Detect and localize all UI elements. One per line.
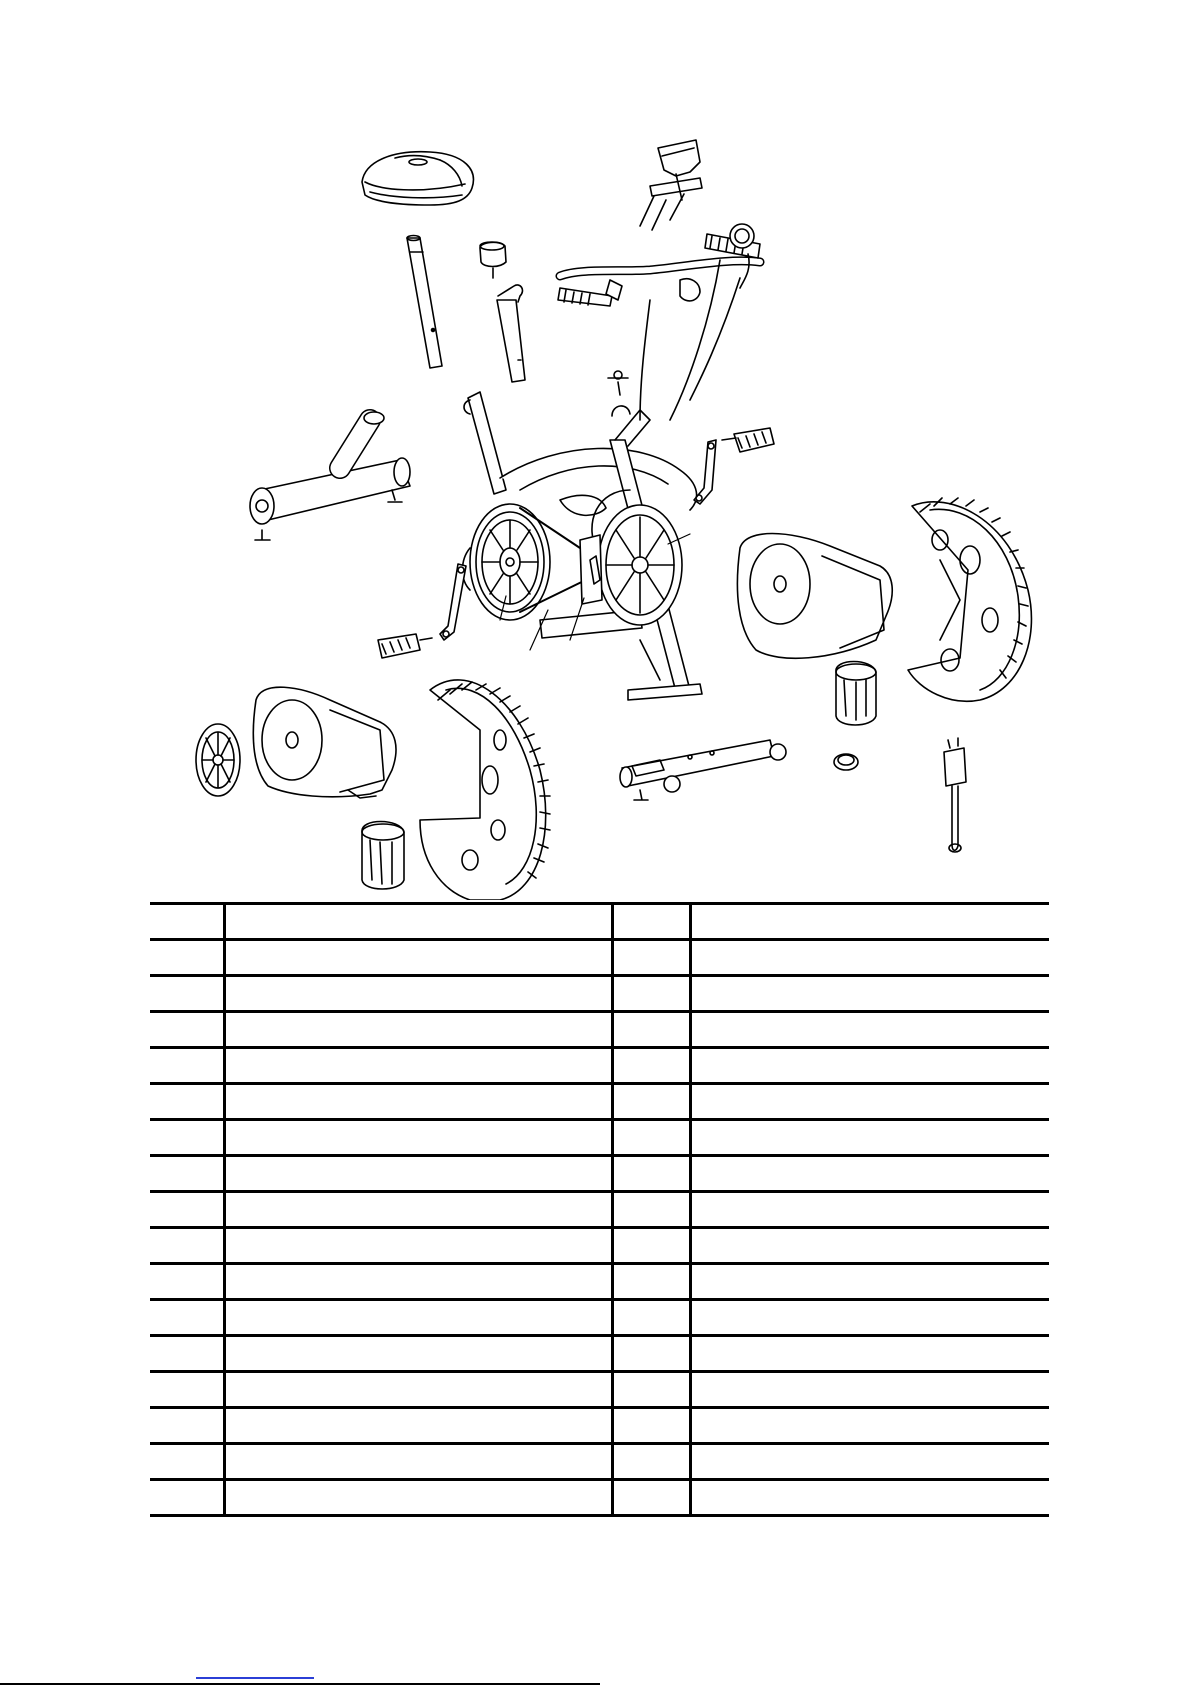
right-cover-part <box>737 534 892 659</box>
bushing-part <box>834 754 858 770</box>
part-description-cell <box>690 1084 1049 1120</box>
part-description-cell <box>224 1192 612 1228</box>
part-description-cell <box>224 1120 612 1156</box>
power-adapter-part <box>944 738 966 852</box>
table-row <box>150 1408 1049 1444</box>
part-description-cell <box>690 1372 1049 1408</box>
part-description-cell <box>690 1408 1049 1444</box>
table-row <box>150 1156 1049 1192</box>
part-number-cell <box>612 1444 690 1480</box>
part-number-cell <box>150 1012 224 1048</box>
seat-post-part <box>407 236 442 369</box>
table-row <box>150 1120 1049 1156</box>
table-row <box>150 1084 1049 1120</box>
part-description-cell <box>224 1048 612 1084</box>
part-number-cell <box>150 940 224 976</box>
part-number-cell <box>150 1480 224 1516</box>
part-description-cell <box>690 1048 1049 1084</box>
part-description-cell <box>690 1300 1049 1336</box>
part-description-cell <box>690 1264 1049 1300</box>
table-row <box>150 1192 1049 1228</box>
part-number-cell <box>150 1336 224 1372</box>
pedal-right-part <box>722 428 774 452</box>
part-number-cell <box>150 1300 224 1336</box>
table-row <box>150 1480 1049 1516</box>
part-number-cell <box>150 904 224 940</box>
parts-list-table <box>150 902 1049 1517</box>
part-description-cell <box>224 1444 612 1480</box>
part-description-cell <box>690 1156 1049 1192</box>
table-row <box>150 1444 1049 1480</box>
front-stabilizer-part <box>620 740 786 800</box>
table-row <box>150 1372 1049 1408</box>
part-number-cell <box>612 1480 690 1516</box>
part-description-cell <box>690 1012 1049 1048</box>
part-description-cell <box>690 1480 1049 1516</box>
part-number-cell <box>612 976 690 1012</box>
part-number-cell <box>150 1372 224 1408</box>
part-number-cell <box>612 904 690 940</box>
drive-pulley-part <box>463 504 551 620</box>
part-number-cell <box>150 1264 224 1300</box>
part-description-cell <box>224 1012 612 1048</box>
table-row <box>150 976 1049 1012</box>
part-description-cell <box>690 940 1049 976</box>
part-number-cell <box>612 1156 690 1192</box>
part-description-cell <box>224 1156 612 1192</box>
part-number-cell <box>612 1012 690 1048</box>
part-number-cell <box>612 1300 690 1336</box>
part-number-cell <box>150 976 224 1012</box>
table-row <box>150 904 1049 940</box>
part-number-cell <box>612 1192 690 1228</box>
pedal-left-part <box>378 634 432 658</box>
part-description-cell <box>224 1408 612 1444</box>
part-description-cell <box>690 1192 1049 1228</box>
end-cap-wheel-part <box>196 724 240 796</box>
part-description-cell <box>224 976 612 1012</box>
part-number-cell <box>612 1228 690 1264</box>
part-description-cell <box>224 1300 612 1336</box>
part-description-cell <box>690 1336 1049 1372</box>
table-row <box>150 1048 1049 1084</box>
part-description-cell <box>224 1336 612 1372</box>
right-fan-shroud-part <box>908 498 1031 701</box>
table-row <box>150 940 1049 976</box>
seat-clamp-part <box>480 242 525 382</box>
part-number-cell <box>150 1048 224 1084</box>
part-number-cell <box>150 1408 224 1444</box>
footer-link-underline <box>196 1677 314 1679</box>
part-number-cell <box>612 1408 690 1444</box>
part-description-cell <box>224 1264 612 1300</box>
part-number-cell <box>612 1120 690 1156</box>
part-description-cell <box>690 1444 1049 1480</box>
table-row <box>150 1300 1049 1336</box>
part-description-cell <box>224 1228 612 1264</box>
crank-arm-left-part <box>440 564 466 640</box>
handlebar-part <box>558 224 760 420</box>
table-row <box>150 1264 1049 1300</box>
part-number-cell <box>150 1192 224 1228</box>
part-description-cell <box>224 1084 612 1120</box>
part-number-cell <box>612 1084 690 1120</box>
part-number-cell <box>150 1084 224 1120</box>
part-description-cell <box>690 1120 1049 1156</box>
saddle-part <box>362 152 473 205</box>
part-number-cell <box>150 1120 224 1156</box>
table-row <box>150 1336 1049 1372</box>
part-number-cell <box>612 940 690 976</box>
part-description-cell <box>690 1228 1049 1264</box>
part-number-cell <box>612 1336 690 1372</box>
part-description-cell <box>224 904 612 940</box>
rear-stabilizer-part <box>250 412 410 540</box>
part-number-cell <box>612 1048 690 1084</box>
part-description-cell <box>690 904 1049 940</box>
part-number-cell <box>612 1372 690 1408</box>
part-description-cell <box>224 940 612 976</box>
center-cap-left-part <box>362 822 404 890</box>
part-description-cell <box>690 976 1049 1012</box>
part-number-cell <box>150 1444 224 1480</box>
center-cap-right-part <box>836 662 876 726</box>
left-cover-part <box>253 687 396 798</box>
part-number-cell <box>150 1156 224 1192</box>
bottle-cage-part <box>640 140 702 230</box>
table-row <box>150 1228 1049 1264</box>
part-description-cell <box>224 1372 612 1408</box>
table-row <box>150 1012 1049 1048</box>
part-number-cell <box>612 1264 690 1300</box>
part-description-cell <box>224 1480 612 1516</box>
part-number-cell <box>150 1228 224 1264</box>
left-fan-shroud-part <box>420 680 550 900</box>
